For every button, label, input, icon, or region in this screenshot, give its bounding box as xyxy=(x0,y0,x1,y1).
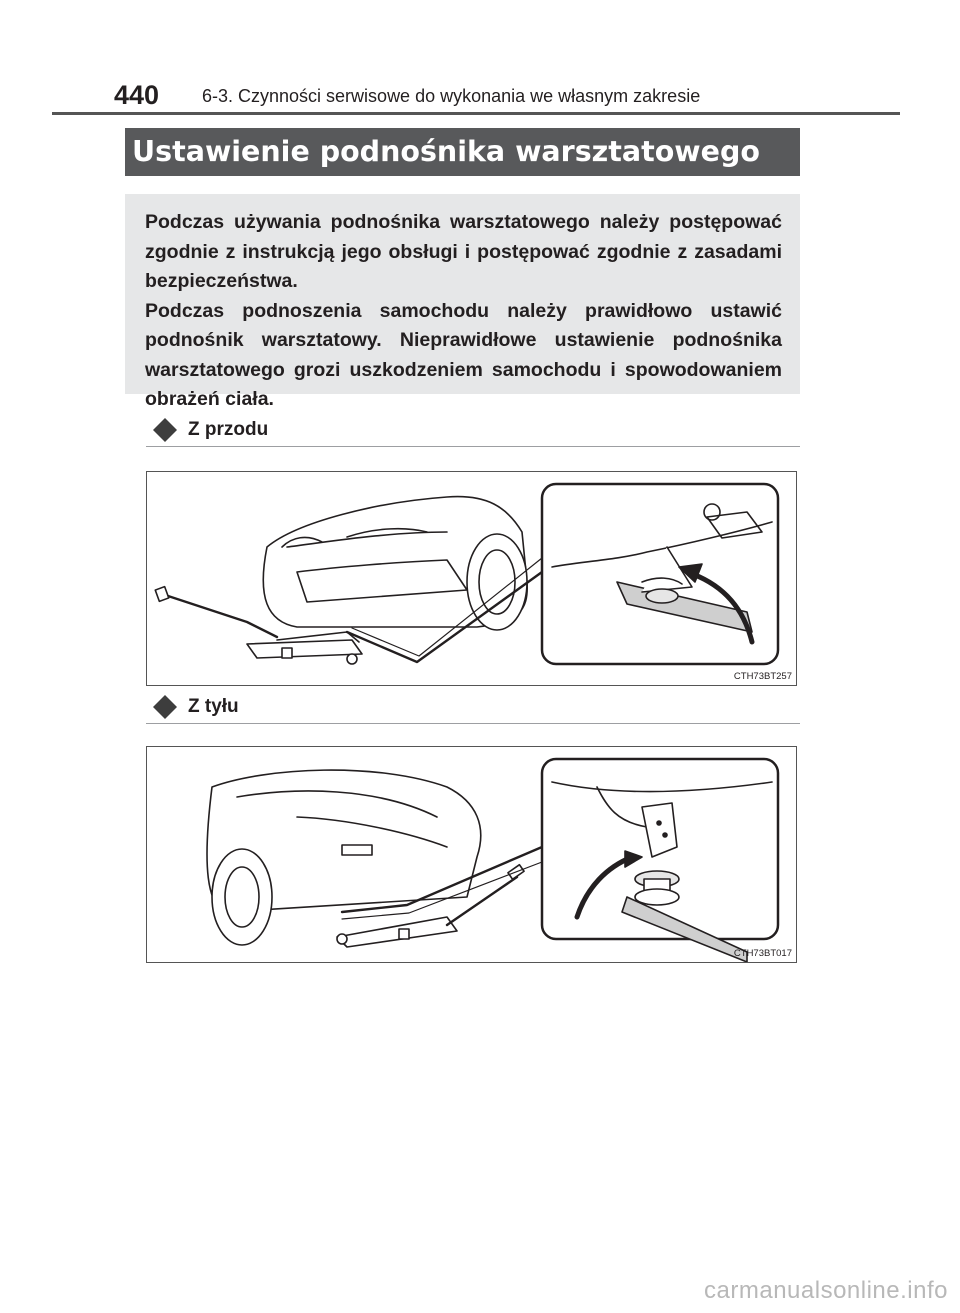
section-header: 6-3. Czynności serwisowe do wykonania we własnym zakresie xyxy=(202,86,701,106)
subheading-rule xyxy=(146,446,800,447)
figure-rear-jack-point xyxy=(146,746,797,963)
watermark: carmanualsonline.info xyxy=(704,1277,948,1304)
rear-jack-illustration xyxy=(147,747,797,963)
subheading-front-label: Z przodu xyxy=(188,419,269,440)
intro-paragraph-1: Podczas używania podnośnika warsztatowego należy postępować zgodnie z instrukcją jego obsługi i postępować zgodnie z zasadami bezpieczeństwa. xyxy=(145,211,782,292)
subheading-front xyxy=(152,417,268,443)
front-jack-illustration xyxy=(147,472,797,686)
header-rule xyxy=(52,112,900,115)
intro-paragraph-2: Podczas podnoszenia samochodu należy prawidłowo ustawić podnośnik warsztatowy. Nieprawidłowe ustawienie podnośnika warsztatowego grozi uszkodzeniem samochodu i spowodowaniem obrażeń ciała. xyxy=(145,299,782,410)
figure-front-jack-point xyxy=(146,471,797,686)
figure-code: CTH73BT257 xyxy=(733,671,792,682)
subheading-rear xyxy=(152,694,239,720)
intro-box xyxy=(125,194,800,410)
subheading-rear-label: Z tyłu xyxy=(188,696,239,717)
diamond-bullet-icon xyxy=(152,417,178,443)
diamond-bullet-icon xyxy=(152,694,178,720)
page-number: 440 xyxy=(114,80,160,110)
subheading-rule xyxy=(146,723,800,724)
page-title: Ustawienie podnośnika warsztatowego xyxy=(125,128,800,176)
figure-code: CTH73BT017 xyxy=(733,948,792,959)
